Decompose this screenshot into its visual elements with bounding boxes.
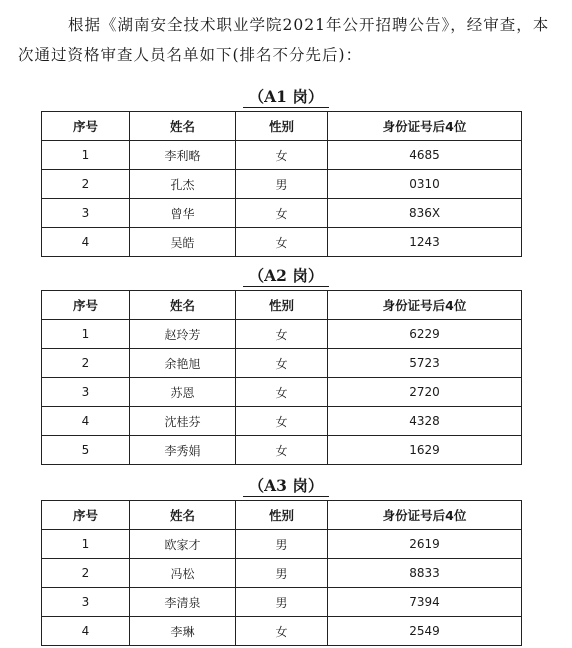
- intro-paragraph: 根据《湖南安全技术职业学院2021年公开招聘公告》，经审查，本次通过资格审查人员名单如下(排名不分先后)：: [18, 16, 550, 64]
- table-row: [42, 170, 522, 199]
- header-id-last4: 身份证号后4位: [328, 112, 522, 141]
- cell-gender: 女: [236, 228, 328, 257]
- table-row: [42, 378, 522, 407]
- section-title-a2: （A2 岗）: [0, 265, 572, 287]
- cell-index: 1: [42, 530, 130, 559]
- header-index: 序号: [42, 501, 130, 530]
- header-id-last4: 身份证号后4位: [328, 501, 522, 530]
- cell-name: 苏恩: [130, 378, 236, 407]
- cell-name: 沈桂芬: [130, 407, 236, 436]
- cell-id-last4: 4685: [328, 141, 522, 170]
- cell-index: 3: [42, 199, 130, 228]
- cell-name: 孔杰: [130, 170, 236, 199]
- header-id-last4: 身份证号后4位: [328, 291, 522, 320]
- cell-index: 2: [42, 349, 130, 378]
- table-header-row: [42, 501, 522, 530]
- cell-gender: 男: [236, 588, 328, 617]
- cell-gender: 女: [236, 349, 328, 378]
- cell-index: 1: [42, 320, 130, 349]
- header-gender: 性别: [236, 291, 328, 320]
- header-index: 序号: [42, 291, 130, 320]
- table-row: [42, 530, 522, 559]
- cell-gender: 女: [236, 199, 328, 228]
- cell-index: 4: [42, 617, 130, 646]
- header-name: 姓名: [130, 291, 236, 320]
- cell-id-last4: 1243: [328, 228, 522, 257]
- cell-index: 2: [42, 559, 130, 588]
- header-name: 姓名: [130, 112, 236, 141]
- table-row: [42, 141, 522, 170]
- header-name: 姓名: [130, 501, 236, 530]
- cell-name: 李清泉: [130, 588, 236, 617]
- cell-id-last4: 836X: [328, 199, 522, 228]
- table-row: [42, 407, 522, 436]
- cell-index: 4: [42, 228, 130, 257]
- table-a3: [41, 500, 522, 646]
- cell-gender: 女: [236, 436, 328, 465]
- cell-name: 吴皓: [130, 228, 236, 257]
- table-a2: [41, 290, 522, 465]
- cell-id-last4: 4328: [328, 407, 522, 436]
- cell-index: 5: [42, 436, 130, 465]
- cell-index: 4: [42, 407, 130, 436]
- table-a1: [41, 111, 522, 257]
- cell-gender: 男: [236, 170, 328, 199]
- table-row: [42, 617, 522, 646]
- section-title-a1: （A1 岗）: [0, 86, 572, 108]
- cell-gender: 女: [236, 407, 328, 436]
- header-index: 序号: [42, 112, 130, 141]
- table-row: [42, 320, 522, 349]
- cell-gender: 女: [236, 141, 328, 170]
- cell-name: 李利略: [130, 141, 236, 170]
- table-header-row: [42, 291, 522, 320]
- cell-index: 1: [42, 141, 130, 170]
- table-row: [42, 199, 522, 228]
- header-gender: 性别: [236, 112, 328, 141]
- header-gender: 性别: [236, 501, 328, 530]
- cell-gender: 女: [236, 320, 328, 349]
- cell-name: 赵玲芳: [130, 320, 236, 349]
- table-row: [42, 588, 522, 617]
- cell-id-last4: 8833: [328, 559, 522, 588]
- cell-gender: 女: [236, 617, 328, 646]
- cell-name: 曾华: [130, 199, 236, 228]
- cell-id-last4: 7394: [328, 588, 522, 617]
- cell-name: 李琳: [130, 617, 236, 646]
- cell-index: 3: [42, 588, 130, 617]
- table-row: [42, 228, 522, 257]
- table-row: [42, 559, 522, 588]
- cell-id-last4: 1629: [328, 436, 522, 465]
- cell-id-last4: 5723: [328, 349, 522, 378]
- cell-name: 李秀娟: [130, 436, 236, 465]
- cell-id-last4: 6229: [328, 320, 522, 349]
- cell-index: 2: [42, 170, 130, 199]
- cell-index: 3: [42, 378, 130, 407]
- section-title-a3: （A3 岗）: [0, 475, 572, 497]
- cell-gender: 女: [236, 378, 328, 407]
- table-row: [42, 436, 522, 465]
- cell-id-last4: 0310: [328, 170, 522, 199]
- cell-name: 余艳旭: [130, 349, 236, 378]
- cell-name: 冯松: [130, 559, 236, 588]
- cell-gender: 男: [236, 530, 328, 559]
- cell-id-last4: 2549: [328, 617, 522, 646]
- cell-id-last4: 2619: [328, 530, 522, 559]
- table-row: [42, 349, 522, 378]
- table-header-row: [42, 112, 522, 141]
- cell-id-last4: 2720: [328, 378, 522, 407]
- cell-name: 欧家才: [130, 530, 236, 559]
- cell-gender: 男: [236, 559, 328, 588]
